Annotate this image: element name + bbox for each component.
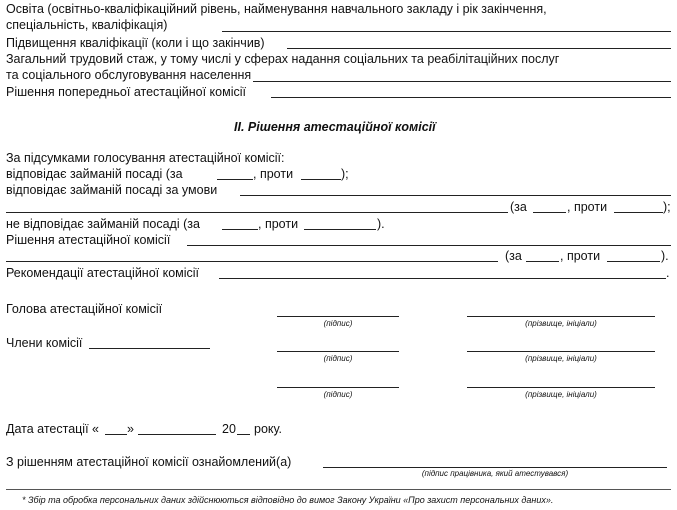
- for-open: (за: [510, 200, 527, 214]
- decision-field[interactable]: [187, 245, 671, 246]
- conditional-field[interactable]: [240, 195, 671, 196]
- against-label: , проти: [253, 167, 294, 181]
- not-corresponds-label: не відповідає займаній посаді (за: [6, 217, 200, 231]
- education-label-line1: Освіта (освітньо-кваліфікаційний рівень, найменування навчального закладу і рік закінчення,: [6, 2, 547, 16]
- recommendations-label: Рекомендації атестаційної комісії: [6, 266, 200, 280]
- member1-name-field[interactable]: [467, 351, 655, 352]
- experience-field[interactable]: [253, 81, 671, 82]
- date-month-field[interactable]: [138, 434, 216, 435]
- against-label: , проти: [560, 249, 601, 263]
- acquaint-label: З рішенням атестаційної комісії ознайомлений(а): [6, 455, 292, 469]
- section-title: ІІ. Рішення атестаційної комісії: [234, 120, 436, 134]
- date-year-field[interactable]: [237, 434, 250, 435]
- education-label-line2: спеціальність, кваліфікація): [6, 18, 168, 32]
- members-field[interactable]: [89, 348, 210, 349]
- date-year-suffix: року.: [254, 422, 282, 436]
- acquaint-caption: (підпис працівника, який атестувався): [421, 469, 569, 478]
- chair-signature-caption: (підпис): [323, 319, 353, 328]
- decision-field-continued[interactable]: [6, 261, 498, 262]
- corresponds-against-field[interactable]: [301, 179, 341, 180]
- experience-label-line2: та соціального обслуговування населення: [6, 68, 252, 82]
- against-label: , проти: [567, 200, 608, 214]
- qualification-label: Підвищення кваліфікації (коли і що закінчив): [6, 36, 265, 50]
- acquaint-signature-field[interactable]: [323, 467, 667, 468]
- chair-name-caption: (прізвище, ініціали): [525, 319, 597, 328]
- date-day-field[interactable]: [105, 434, 127, 435]
- close-paren-dot: ).: [377, 217, 385, 231]
- member1-signature-caption: (підпис): [323, 354, 353, 363]
- previous-decision-label: Рішення попередньої атестаційної комісії: [6, 85, 246, 99]
- member2-name-field[interactable]: [467, 387, 655, 388]
- member1-signature-field[interactable]: [277, 351, 399, 352]
- for-open: (за: [505, 249, 522, 263]
- members-label: Члени комісії: [6, 336, 83, 350]
- footnote-divider: [6, 489, 671, 490]
- decision-against-field[interactable]: [607, 261, 660, 262]
- member2-signature-field[interactable]: [277, 387, 399, 388]
- recommendations-field[interactable]: [219, 278, 666, 279]
- final-dot: .: [666, 266, 670, 280]
- conditional-against-field[interactable]: [614, 212, 663, 213]
- chair-label: Голова атестаційної комісії: [6, 302, 163, 316]
- not-corresponds-against-field[interactable]: [304, 229, 376, 230]
- conditional-field-continued[interactable]: [6, 212, 508, 213]
- close-semicolon: );: [663, 200, 671, 214]
- footnote: * Збір та обробка персональних даних здійснюються відповідно до вимог Закону України «Про захист персональних даних».: [22, 495, 554, 505]
- education-field[interactable]: [222, 31, 671, 32]
- conditional-label: відповідає займаній посаді за умови: [6, 183, 218, 197]
- close-paren-dot: ).: [661, 249, 669, 263]
- conditional-for-field[interactable]: [533, 212, 566, 213]
- member2-signature-caption: (підпис): [323, 390, 353, 399]
- against-label: , проти: [258, 217, 299, 231]
- member1-name-caption: (прізвище, ініціали): [525, 354, 597, 363]
- decision-for-field[interactable]: [526, 261, 559, 262]
- chair-name-field[interactable]: [467, 316, 655, 317]
- vote-intro: За підсумками голосування атестаційної комісії:: [6, 151, 285, 165]
- date-year-prefix: 20: [222, 422, 236, 436]
- qualification-field[interactable]: [287, 48, 671, 49]
- corresponds-label: відповідає займаній посаді (за: [6, 167, 183, 181]
- not-corresponds-for-field[interactable]: [222, 229, 258, 230]
- corresponds-for-field[interactable]: [217, 179, 253, 180]
- date-label: Дата атестації «: [6, 422, 99, 436]
- close-semicolon: );: [341, 167, 349, 181]
- previous-decision-field[interactable]: [271, 97, 671, 98]
- chair-signature-field[interactable]: [277, 316, 399, 317]
- decision-label: Рішення атестаційної комісії: [6, 233, 171, 247]
- member2-name-caption: (прізвище, ініціали): [525, 390, 597, 399]
- experience-label-line1: Загальний трудовий стаж, у тому числі у сферах надання соціальних та реабілітаційних послуг: [6, 52, 560, 66]
- date-quote-close: »: [127, 422, 134, 436]
